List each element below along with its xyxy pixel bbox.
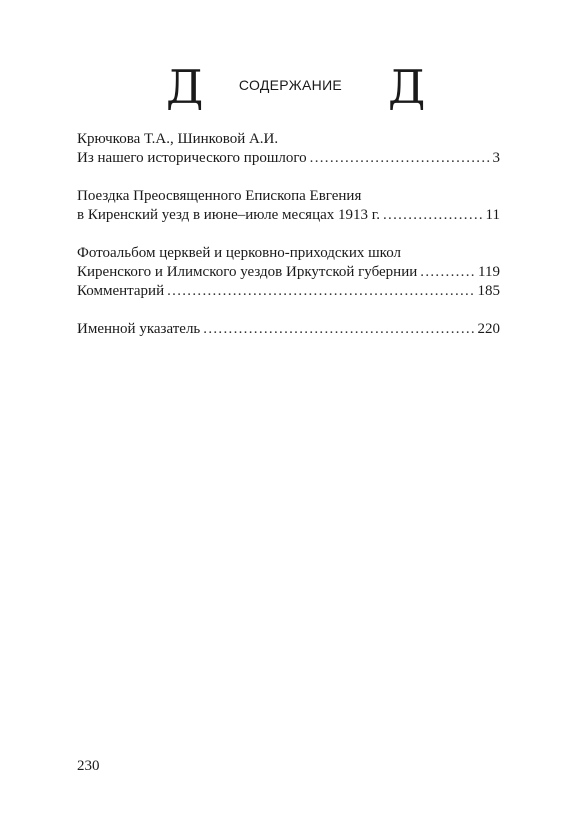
toc-entry-page: 185 (477, 283, 500, 299)
toc-entry[interactable] (77, 187, 500, 225)
page-header (0, 60, 581, 114)
toc-entry-title: в Киренский уезд в июне–июле месяцах 1913 г. (77, 207, 380, 223)
toc-entry-title: Комментарий (77, 283, 165, 299)
toc-entry-title: Киренского и Илимского уездов Иркутской губернии (77, 264, 418, 280)
dot-leader (167, 282, 474, 301)
toc-entry-page: 3 (492, 150, 500, 166)
dot-leader (420, 263, 475, 282)
toc-entry-title-line: Фотоальбом церквей и церковно-приходских школ (77, 245, 401, 261)
page-number: 230 (77, 758, 100, 774)
dot-leader (203, 320, 474, 339)
toc-entry[interactable] (77, 244, 500, 282)
page-title: СОДЕРЖАНИЕ (238, 77, 343, 93)
toc-entry[interactable] (77, 320, 500, 339)
toc-entry-title: Из нашего исторического прошлого (77, 150, 307, 166)
toc-entry-page: 220 (477, 321, 500, 337)
table-of-contents (77, 130, 500, 358)
decorative-letter-left: Д (166, 60, 204, 114)
toc-entry-authors: Крючкова Т.А., Шинковой А.И. (77, 131, 279, 147)
toc-entry-title-line: Поездка Преосвященного Епископа Евгения (77, 188, 362, 204)
toc-entry-title: Именной указатель (77, 321, 201, 337)
dot-leader (310, 149, 490, 168)
dot-leader (383, 206, 483, 225)
toc-entry[interactable] (77, 282, 500, 301)
toc-entry-page: 11 (485, 207, 500, 223)
toc-entry-page: 119 (478, 264, 500, 280)
toc-entry[interactable] (77, 130, 500, 168)
decorative-letter-right: Д (388, 60, 426, 114)
